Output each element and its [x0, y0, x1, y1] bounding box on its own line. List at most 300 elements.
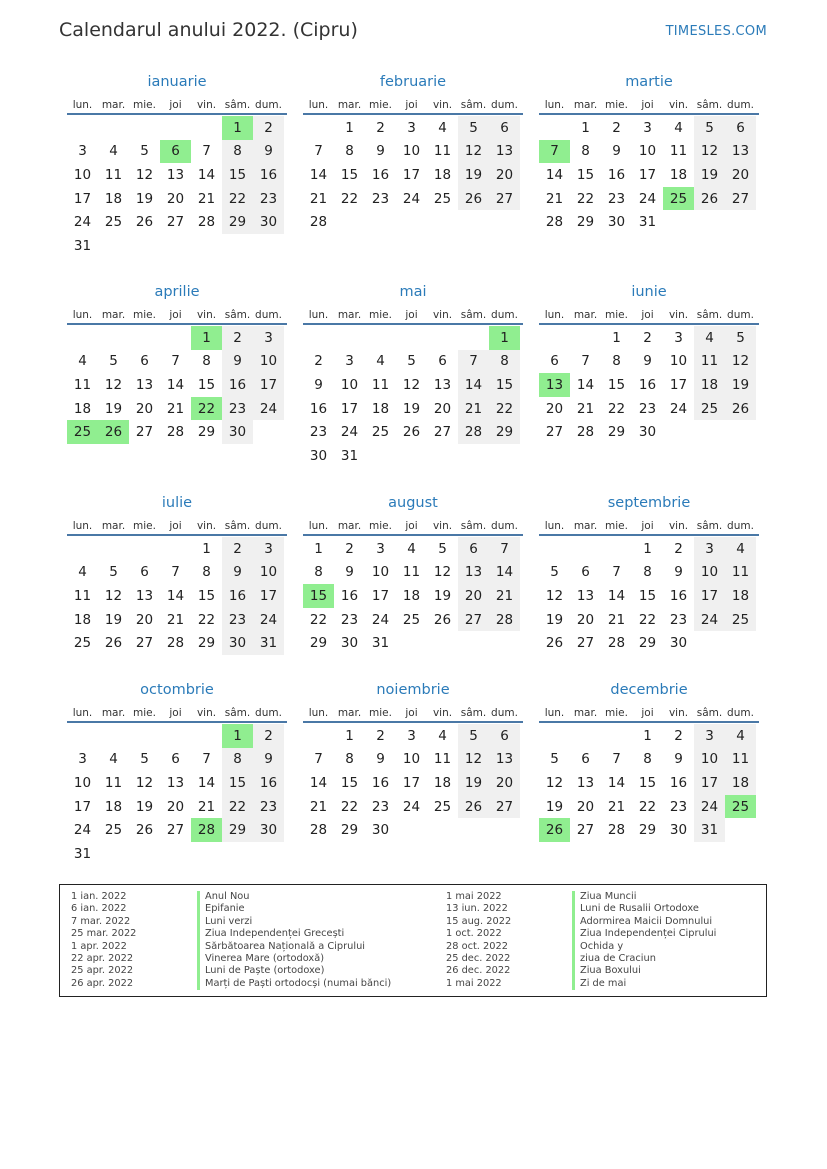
day-cell: 16	[638, 376, 657, 393]
day-cell: 24	[694, 608, 725, 632]
month-name: decembrie	[610, 682, 688, 698]
legend-row	[446, 965, 716, 977]
weekday-label: joi	[641, 309, 654, 321]
day-cell: 24	[371, 611, 390, 628]
day-cell: 28	[166, 635, 185, 652]
day-cell: 3	[407, 727, 416, 744]
day-cell: 17	[340, 400, 359, 417]
holiday-day-cell: 22	[191, 397, 222, 421]
day-cell: 14	[489, 561, 520, 585]
day-cell: 4	[407, 540, 416, 557]
day-cell: 1	[345, 727, 354, 744]
legend-holiday-name: Ziua Independenței Ciprului	[572, 928, 716, 940]
day-grid	[67, 326, 287, 444]
day-cell: 4	[438, 727, 447, 744]
month-ianuarie	[67, 72, 287, 258]
day-cell: 1	[612, 329, 621, 346]
empty-cell	[539, 724, 570, 748]
holiday-day-cell: 25	[725, 795, 756, 819]
day-cell: 26	[402, 424, 421, 441]
day-cell: 23	[371, 798, 390, 815]
day-cell: 22	[607, 400, 626, 417]
day-cell: 27	[135, 635, 154, 652]
day-cell: 14	[309, 166, 328, 183]
day-cell: 8	[612, 353, 621, 370]
day-cell: 6	[725, 116, 756, 140]
weekday-label: mie.	[605, 707, 628, 719]
day-cell: 2	[612, 119, 621, 136]
empty-cell	[160, 116, 191, 140]
empty-cell	[303, 116, 334, 140]
day-cell: 9	[314, 376, 323, 393]
legend-holiday-name: Ziua Boxului	[572, 965, 641, 977]
weekday-label: vin.	[196, 309, 217, 321]
day-cell: 19	[545, 798, 564, 815]
day-cell: 24	[694, 795, 725, 819]
day-cell: 21	[197, 190, 216, 207]
day-cell: 9	[345, 564, 354, 581]
month-mai	[303, 282, 523, 468]
day-cell: 30	[371, 822, 390, 839]
weekday-label: lun.	[308, 707, 329, 719]
day-cell: 4	[376, 353, 385, 370]
month-name: iunie	[631, 284, 667, 300]
legend-date: 28 oct. 2022	[446, 940, 508, 952]
day-cell: 12	[545, 774, 564, 791]
legend-row	[71, 965, 391, 977]
day-cell: 14	[545, 166, 564, 183]
day-cell: 27	[489, 795, 520, 819]
day-cell: 16	[309, 400, 328, 417]
legend-row	[446, 953, 716, 965]
weekday-label: sâm.	[224, 707, 251, 719]
day-cell: 24	[638, 190, 657, 207]
day-cell: 23	[669, 798, 688, 815]
weekday-label: joi	[405, 520, 418, 532]
day-cell: 1	[314, 540, 323, 557]
legend-date: 1 apr. 2022	[71, 940, 127, 952]
day-cell: 25	[104, 822, 123, 839]
day-cell: 10	[638, 143, 657, 160]
day-cell: 24	[669, 400, 688, 417]
day-cell: 19	[402, 400, 421, 417]
legend-holiday-name: Adormirea Maicii Domnului	[572, 916, 712, 928]
day-cell: 19	[725, 373, 756, 397]
day-grid	[539, 537, 759, 655]
day-cell: 4	[109, 143, 118, 160]
day-cell: 22	[222, 187, 253, 211]
legend-date: 25 dec. 2022	[446, 952, 511, 964]
day-cell: 3	[643, 119, 652, 136]
weekday-header	[303, 92, 523, 115]
day-cell: 18	[73, 611, 92, 628]
day-cell: 11	[725, 561, 756, 585]
day-cell: 19	[104, 400, 123, 417]
day-cell: 20	[576, 611, 595, 628]
day-cell: 5	[109, 353, 118, 370]
legend-date: 25 mar. 2022	[71, 928, 137, 940]
day-cell: 7	[581, 353, 590, 370]
empty-cell	[160, 724, 191, 748]
day-cell: 18	[694, 373, 725, 397]
legend-date: 15 aug. 2022	[446, 915, 512, 927]
holiday-day-cell: 28	[191, 818, 222, 842]
day-cell: 5	[140, 751, 149, 768]
weekday-label: mie.	[369, 309, 392, 321]
day-cell: 28	[489, 608, 520, 632]
day-cell: 15	[197, 376, 216, 393]
day-cell: 30	[222, 631, 253, 655]
day-cell: 10	[73, 166, 92, 183]
day-cell: 25	[104, 214, 123, 231]
weekday-label: sâm.	[460, 707, 487, 719]
day-cell: 5	[109, 564, 118, 581]
weekday-label: dum.	[255, 707, 282, 719]
weekday-header	[303, 700, 523, 723]
day-cell: 8	[202, 353, 211, 370]
day-cell: 31	[371, 635, 390, 652]
day-cell: 28	[545, 214, 564, 231]
holiday-day-cell: 26	[539, 818, 570, 842]
legend-date: 26 dec. 2022	[446, 965, 511, 977]
day-cell: 3	[376, 540, 385, 557]
site-link[interactable]: TIMESLES.COM	[665, 24, 767, 39]
weekday-header	[67, 700, 287, 723]
day-cell: 30	[222, 420, 253, 444]
weekday-label: dum.	[491, 99, 518, 111]
legend-holiday-name: Anul Nou	[197, 891, 250, 903]
day-cell: 15	[222, 163, 253, 187]
day-cell: 16	[222, 584, 253, 608]
day-cell: 9	[612, 143, 621, 160]
weekday-label: lun.	[308, 309, 329, 321]
weekday-label: joi	[169, 520, 182, 532]
day-cell: 1	[643, 727, 652, 744]
weekday-label: mie.	[605, 99, 628, 111]
empty-cell	[458, 326, 489, 350]
day-cell: 30	[669, 635, 688, 652]
day-cell: 28	[166, 424, 185, 441]
day-cell: 19	[433, 587, 452, 604]
legend-date: 1 oct. 2022	[446, 928, 502, 940]
empty-cell	[334, 326, 365, 350]
day-cell: 30	[340, 635, 359, 652]
legend-date: 26 apr. 2022	[71, 977, 134, 989]
day-cell: 5	[458, 116, 489, 140]
empty-cell	[129, 537, 160, 561]
month-septembrie	[539, 493, 759, 655]
day-cell: 9	[253, 748, 284, 772]
day-cell: 10	[402, 143, 421, 160]
legend-holiday-name: Vinerea Mare (ortodoxă)	[197, 953, 324, 965]
day-cell: 31	[73, 237, 92, 254]
day-cell: 12	[433, 564, 452, 581]
legend-date: 1 ian. 2022	[71, 891, 127, 902]
weekday-label: joi	[169, 99, 182, 111]
weekday-label: joi	[641, 99, 654, 111]
weekday-label: joi	[405, 309, 418, 321]
day-cell: 5	[550, 564, 559, 581]
day-cell: 23	[309, 424, 328, 441]
day-cell: 15	[489, 373, 520, 397]
day-cell: 16	[669, 774, 688, 791]
day-cell: 20	[489, 771, 520, 795]
day-cell: 31	[73, 845, 92, 862]
day-cell: 29	[638, 635, 657, 652]
empty-cell	[98, 326, 129, 350]
empty-cell	[601, 537, 632, 561]
day-cell: 12	[135, 166, 154, 183]
day-cell: 15	[340, 774, 359, 791]
month-name: octombrie	[140, 682, 214, 698]
legend-holiday-name: Sărbătoarea Națională a Ciprului	[197, 941, 365, 953]
day-cell: 8	[345, 143, 354, 160]
day-cell: 6	[140, 353, 149, 370]
day-cell: 1	[581, 119, 590, 136]
day-cell: 27	[545, 424, 564, 441]
page-title: Calendarul anului 2022. (Cipru)	[59, 19, 358, 41]
weekday-label: sâm.	[224, 520, 251, 532]
day-cell: 14	[166, 587, 185, 604]
weekday-label: mar.	[573, 309, 598, 321]
day-cell: 24	[73, 822, 92, 839]
legend-holiday-name: Ziua Independenței Grecești	[197, 928, 344, 940]
day-cell: 18	[725, 771, 756, 795]
day-cell: 27	[433, 424, 452, 441]
holiday-day-cell: 1	[191, 326, 222, 350]
day-cell: 19	[135, 798, 154, 815]
weekday-label: joi	[641, 707, 654, 719]
weekday-label: sâm.	[460, 520, 487, 532]
day-cell: 11	[725, 748, 756, 772]
weekday-label: sâm.	[696, 520, 723, 532]
day-cell: 20	[135, 611, 154, 628]
weekday-header	[539, 513, 759, 536]
day-cell: 3	[345, 353, 354, 370]
day-cell: 12	[135, 774, 154, 791]
weekday-header	[303, 513, 523, 536]
weekday-label: mar.	[101, 707, 126, 719]
day-cell: 25	[73, 635, 92, 652]
holiday-day-cell: 1	[489, 326, 520, 350]
weekday-label: mar.	[573, 99, 598, 111]
weekday-label: mar.	[101, 99, 126, 111]
day-cell: 7	[202, 751, 211, 768]
day-cell: 11	[433, 143, 452, 160]
day-cell: 2	[345, 540, 354, 557]
weekday-label: dum.	[727, 520, 754, 532]
day-cell: 28	[309, 822, 328, 839]
weekday-label: mar.	[337, 520, 362, 532]
day-cell: 6	[458, 537, 489, 561]
weekday-label: dum.	[255, 520, 282, 532]
day-cell: 16	[222, 373, 253, 397]
weekday-label: dum.	[727, 707, 754, 719]
day-cell: 7	[612, 751, 621, 768]
day-cell: 9	[376, 143, 385, 160]
weekday-label: dum.	[491, 707, 518, 719]
day-cell: 23	[371, 190, 390, 207]
month-aprilie	[67, 282, 287, 444]
weekday-label: lun.	[308, 99, 329, 111]
day-cell: 23	[253, 187, 284, 211]
day-cell: 22	[309, 611, 328, 628]
day-cell: 30	[253, 210, 284, 234]
day-cell: 31	[638, 214, 657, 231]
day-cell: 16	[669, 587, 688, 604]
day-cell: 19	[104, 611, 123, 628]
legend-row	[71, 941, 391, 953]
day-cell: 2	[253, 724, 284, 748]
day-cell: 6	[581, 564, 590, 581]
day-cell: 2	[222, 537, 253, 561]
day-cell: 11	[669, 143, 688, 160]
weekday-label: dum.	[255, 99, 282, 111]
weekday-label: dum.	[491, 309, 518, 321]
day-cell: 11	[104, 774, 123, 791]
day-cell: 22	[197, 611, 216, 628]
weekday-label: joi	[169, 707, 182, 719]
weekday-label: lun.	[544, 707, 565, 719]
day-cell: 5	[458, 724, 489, 748]
day-cell: 18	[433, 774, 452, 791]
day-cell: 13	[135, 376, 154, 393]
weekday-label: vin.	[668, 99, 689, 111]
day-cell: 9	[376, 751, 385, 768]
day-cell: 22	[340, 190, 359, 207]
holiday-day-cell: 25	[67, 420, 98, 444]
day-cell: 17	[638, 166, 657, 183]
weekday-label: vin.	[196, 99, 217, 111]
legend-date: 22 apr. 2022	[71, 952, 134, 964]
day-cell: 25	[694, 397, 725, 421]
day-cell: 7	[458, 350, 489, 374]
weekday-label: sâm.	[224, 309, 251, 321]
legend-column-right	[446, 891, 716, 990]
legend-holiday-name: ziua de Craciun	[572, 953, 656, 965]
day-cell: 21	[166, 400, 185, 417]
month-iulie	[67, 493, 287, 655]
day-cell: 17	[694, 771, 725, 795]
empty-cell	[570, 537, 601, 561]
day-cell: 23	[340, 611, 359, 628]
weekday-label: vin.	[196, 707, 217, 719]
day-cell: 24	[402, 798, 421, 815]
day-cell: 29	[197, 635, 216, 652]
empty-cell	[129, 326, 160, 350]
day-cell: 9	[674, 564, 683, 581]
day-cell: 25	[371, 424, 390, 441]
day-cell: 3	[694, 724, 725, 748]
day-cell: 15	[340, 166, 359, 183]
day-cell: 30	[253, 818, 284, 842]
weekday-header	[539, 700, 759, 723]
day-cell: 27	[458, 608, 489, 632]
empty-cell	[98, 537, 129, 561]
day-cell: 13	[166, 774, 185, 791]
day-cell: 25	[402, 611, 421, 628]
day-cell: 23	[638, 400, 657, 417]
day-cell: 12	[402, 376, 421, 393]
day-cell: 11	[402, 564, 421, 581]
day-cell: 28	[607, 822, 626, 839]
day-cell: 19	[694, 163, 725, 187]
legend-date: 6 ian. 2022	[71, 903, 127, 915]
legend-row	[446, 978, 716, 990]
day-cell: 23	[607, 190, 626, 207]
empty-cell	[67, 537, 98, 561]
day-cell: 10	[340, 376, 359, 393]
day-cell: 30	[669, 822, 688, 839]
day-cell: 20	[166, 190, 185, 207]
day-cell: 20	[166, 798, 185, 815]
day-cell: 26	[135, 214, 154, 231]
weekday-label: mie.	[133, 707, 156, 719]
day-grid	[303, 724, 523, 842]
day-cell: 19	[458, 771, 489, 795]
day-cell: 18	[725, 584, 756, 608]
legend-holiday-name: Epifanie	[197, 903, 245, 915]
day-cell: 4	[78, 564, 87, 581]
weekday-label: lun.	[544, 520, 565, 532]
day-cell: 28	[309, 214, 328, 231]
weekday-label: mie.	[133, 99, 156, 111]
day-cell: 31	[340, 447, 359, 464]
day-cell: 18	[73, 400, 92, 417]
day-cell: 30	[638, 424, 657, 441]
weekday-label: lun.	[72, 99, 93, 111]
day-grid	[303, 326, 523, 468]
legend-row	[446, 916, 716, 928]
day-cell: 22	[222, 795, 253, 819]
day-cell: 3	[78, 751, 87, 768]
day-cell: 10	[402, 751, 421, 768]
day-cell: 9	[674, 751, 683, 768]
weekday-label: vin.	[432, 520, 453, 532]
legend-row	[71, 953, 391, 965]
month-name: mai	[399, 284, 427, 300]
day-cell: 8	[222, 140, 253, 164]
holiday-day-cell: 25	[663, 187, 694, 211]
day-cell: 23	[669, 611, 688, 628]
empty-cell	[539, 116, 570, 140]
month-name: ianuarie	[147, 74, 207, 90]
day-cell: 21	[607, 611, 626, 628]
day-cell: 9	[253, 140, 284, 164]
weekday-label: dum.	[491, 520, 518, 532]
day-cell: 21	[166, 611, 185, 628]
day-cell: 29	[222, 818, 253, 842]
day-cell: 13	[489, 140, 520, 164]
day-cell: 23	[222, 608, 253, 632]
day-cell: 26	[694, 187, 725, 211]
day-cell: 26	[545, 635, 564, 652]
legend-holiday-name: Luni verzi	[197, 916, 252, 928]
weekday-label: mie.	[133, 309, 156, 321]
weekday-label: sâm.	[696, 707, 723, 719]
legend-row	[71, 978, 391, 990]
day-cell: 15	[222, 771, 253, 795]
month-name: martie	[625, 74, 673, 90]
weekday-label: mar.	[101, 309, 126, 321]
empty-cell	[570, 326, 601, 350]
empty-cell	[303, 724, 334, 748]
day-cell: 3	[407, 119, 416, 136]
day-cell: 26	[725, 397, 756, 421]
legend-holiday-name: Marți de Paști ortodocși (numai bănci)	[197, 978, 391, 990]
empty-cell	[98, 724, 129, 748]
empty-cell	[191, 116, 222, 140]
